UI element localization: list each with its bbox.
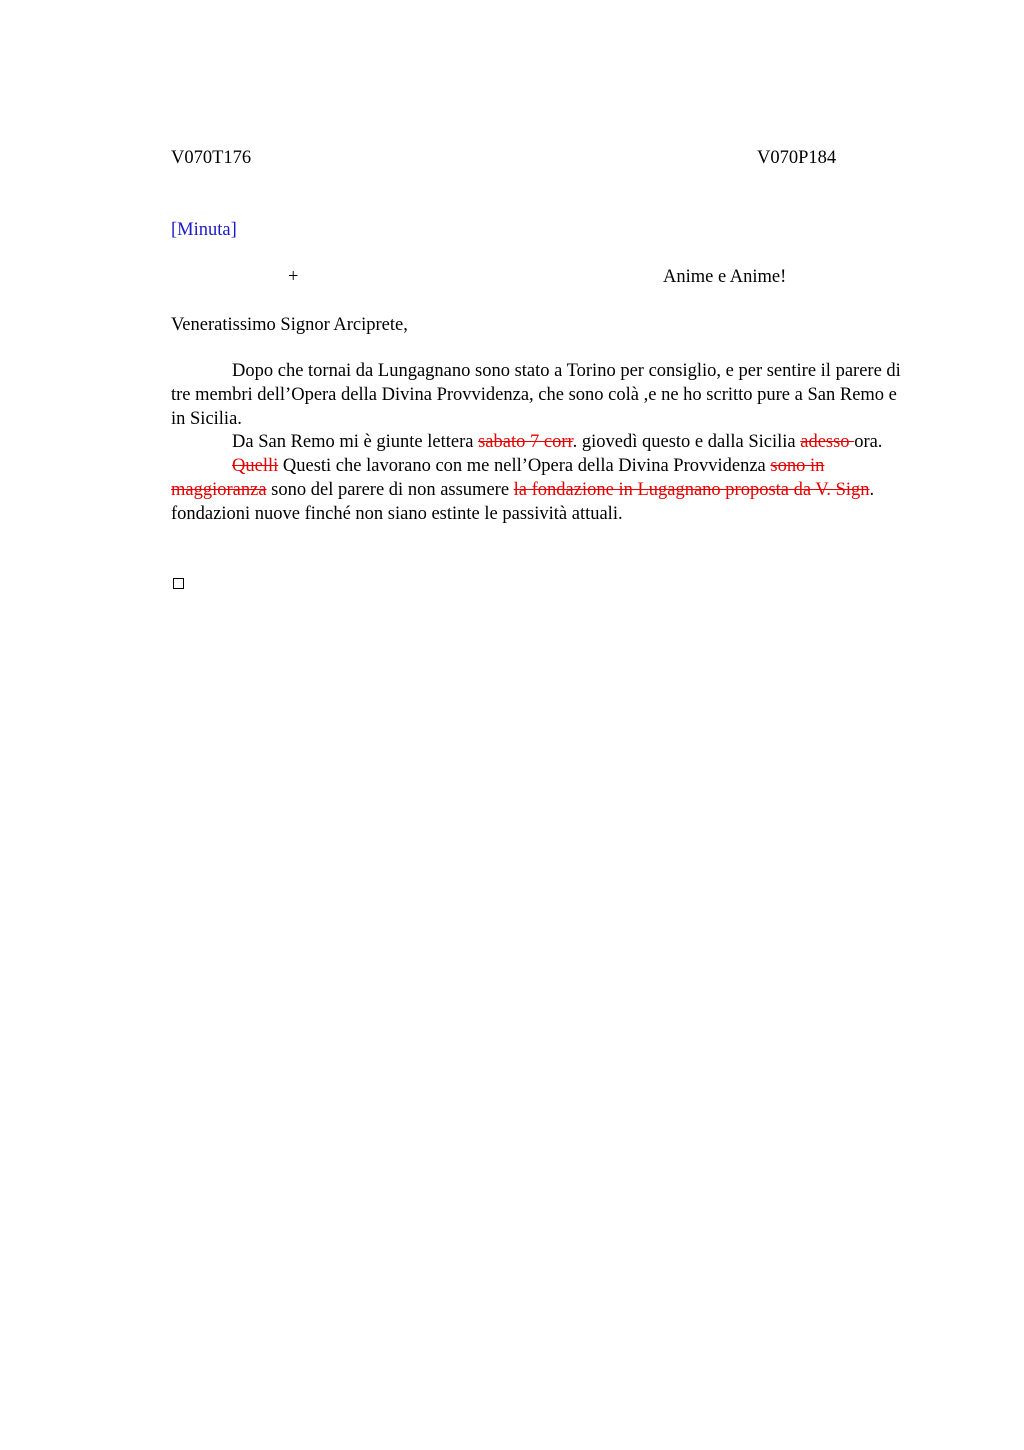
deleted-text: Quelli — [232, 456, 279, 477]
deleted-text: sabato 7 corr — [478, 432, 573, 453]
paragraph-3 — [171, 455, 911, 526]
paragraph-2 — [171, 431, 911, 455]
draft-note: [Minuta] — [171, 220, 237, 240]
deleted-text: adesso — [800, 432, 855, 453]
text-segment: ora. — [854, 432, 883, 453]
motto: Anime e Anime! — [663, 267, 787, 287]
text-segment: . giovedì questo e dalla Sicilia — [572, 432, 801, 453]
text-segment: sono del parere di non assumere — [266, 479, 514, 500]
document-reference-right: V070P184 — [757, 148, 837, 168]
paragraph-1-text: Dopo che tornai da Lungagnano sono stato a Torino per consiglio, e per sentire il parere di tre membri dell’Opera della Divina Provvidenza, che sono colà ,e ne ho scritto pure a San Remo e in Sicilia. — [171, 361, 901, 429]
text-segment: Questi che lavorano con me nell’Opera della Divina Provvidenza — [278, 456, 771, 477]
empty-square-icon — [173, 578, 184, 589]
text-segment: . fondazioni nuove finché non siano estinte le passività attuali. — [171, 479, 875, 524]
deleted-text: sono in maggioranza — [171, 456, 825, 500]
document-reference-left: V070T176 — [171, 148, 252, 168]
letter-body — [171, 360, 911, 527]
paragraph-1 — [171, 360, 911, 431]
cross-mark: + — [288, 267, 299, 287]
text-segment: Da San Remo mi è giunte lettera — [232, 432, 479, 453]
deleted-text: la fondazione in Lugagnano proposta da V. Sign — [513, 479, 870, 500]
salutation: Veneratissimo Signor Arciprete, — [171, 315, 408, 335]
